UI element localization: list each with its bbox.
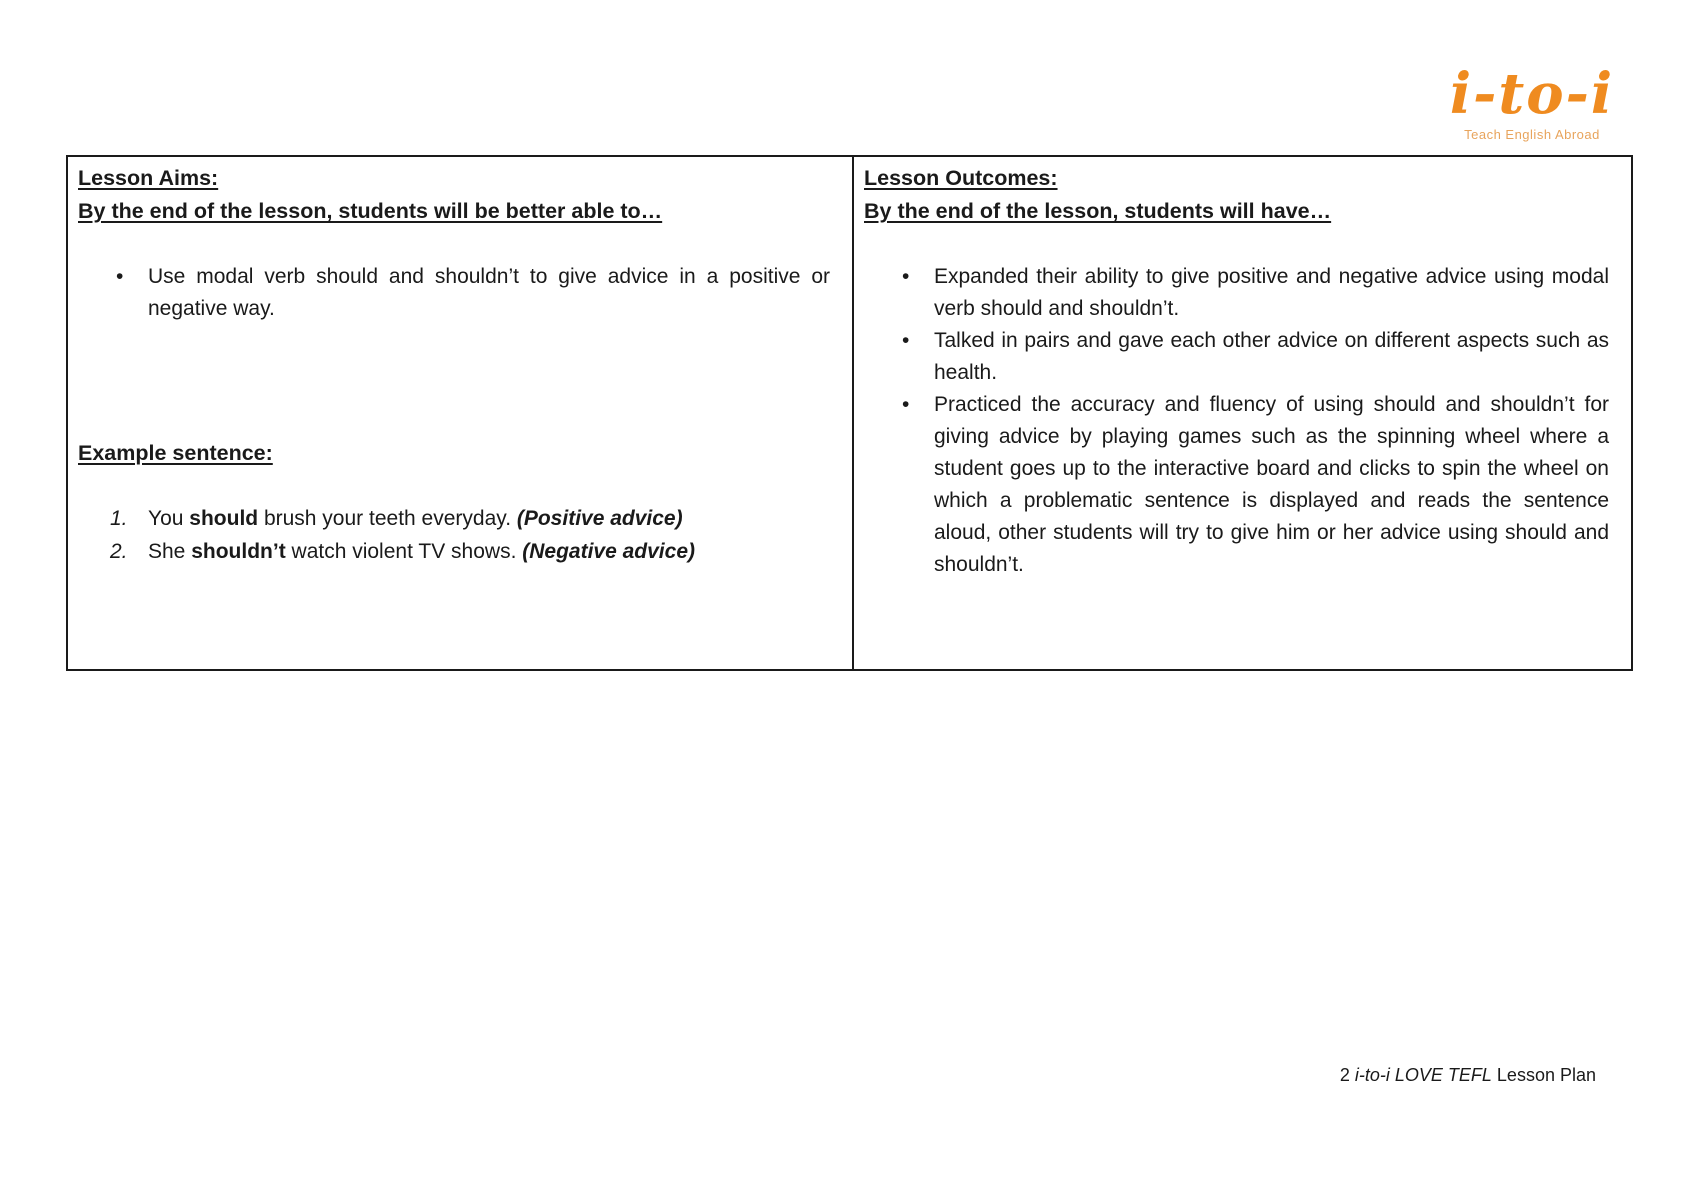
- aims-bullet-list: [78, 261, 838, 325]
- outcomes-subtitle: By the end of the lesson, students will have…: [864, 199, 1332, 223]
- outcomes-title: Lesson Outcomes:: [864, 166, 1058, 190]
- outcomes-bullet: • Talked in pairs and gave each other advice on different aspects such as health.: [864, 325, 1617, 389]
- example-text-run: She: [148, 540, 192, 563]
- example-text-run: brush your teeth everyday.: [258, 507, 517, 530]
- example-text-run: You: [148, 507, 190, 530]
- example-number: 1.: [110, 507, 128, 530]
- brand-wordmark: i-to-i: [1449, 61, 1615, 127]
- outcomes-bullet-list: [864, 261, 1617, 581]
- example-text-run: (Positive advice): [516, 507, 683, 530]
- example-text-run: should: [189, 507, 259, 530]
- outcomes-bullet: • Practiced the accuracy and fluency of using should and shouldn’t for giving advice by playing games such as the spinning wheel where a student goes up to the interactive board and clicks to spin the wheel on which a problematic sentence is displayed and reads the sentence aloud, other students will try to give him or her advice using should and shouldn’t.: [864, 389, 1617, 581]
- example-text-run: (Negative advice): [522, 540, 695, 563]
- example-item: [78, 535, 838, 568]
- brand-tagline: Teach English Abroad: [1464, 127, 1600, 142]
- footer-page-number: 2: [1339, 1065, 1355, 1085]
- example-text-run: shouldn’t: [191, 540, 286, 563]
- aims-subtitle: By the end of the lesson, students will be better able to…: [78, 199, 663, 223]
- logo: [1444, 62, 1620, 142]
- example-list: [78, 502, 838, 568]
- aims-cell: [68, 157, 854, 669]
- lesson-table: [66, 155, 1633, 671]
- example-heading: Example sentence:: [78, 441, 273, 465]
- example-number: 2.: [110, 540, 128, 563]
- example-text-run: watch violent TV shows.: [285, 540, 523, 563]
- aims-bullet: • Use modal verb should and shouldn’t to give advice in a positive or negative way.: [78, 261, 838, 325]
- footer-text: [1340, 1063, 1596, 1087]
- outcomes-bullet: • Expanded their ability to give positive and negative advice using modal verb should and shouldn’t.: [864, 261, 1617, 325]
- aims-title: Lesson Aims:: [78, 166, 219, 190]
- footer-doc-title: i-to-i LOVE TEFL: [1354, 1065, 1492, 1085]
- outcomes-cell: [854, 157, 1631, 669]
- example-item: [78, 502, 838, 535]
- footer-doc-suffix: Lesson Plan: [1491, 1065, 1596, 1085]
